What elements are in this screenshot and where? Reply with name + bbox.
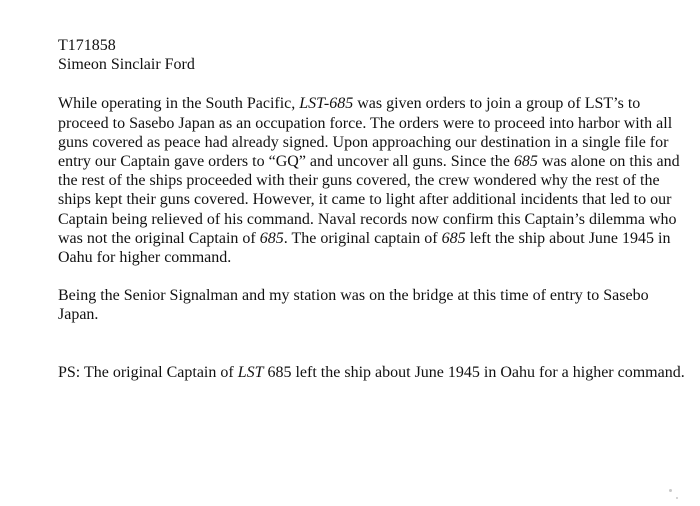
italic-text-run: LST bbox=[237, 363, 264, 381]
signalman-paragraph: Being the Senior Signalman and my station was on the bridge at this time of entry to Sasebo Japan. bbox=[58, 287, 649, 324]
italic-text-run: 685 bbox=[513, 153, 538, 171]
text-run: While operating in the South Pacific, bbox=[58, 95, 300, 113]
text-run: was given orders to join a group of LST’s to proceed to Sasebo Japan as an occupation force. The orders were to proceed into harbor with all guns covered as peace had already signed. Upon approaching our destination in a single file for entry our Captain gave orders to “GQ” and uncover all guns. Since the bbox=[58, 95, 673, 171]
postscript-paragraph bbox=[58, 363, 690, 382]
text-run: 685 left the ship about June 1945 in Oahu for a higher command. bbox=[263, 363, 685, 381]
italic-text-run: 685 bbox=[259, 229, 284, 247]
italic-text-run: LST-685 bbox=[299, 95, 354, 113]
text-run: was alone on this and the rest of the ships proceeded with their guns covered, the crew wondered why the rest of the ships kept their guns covered. However, it came to light after additional incidents that led to our Captain being relieved of his command. Naval records now confirm this Captain’s dilemma who was not the original Captain of bbox=[58, 153, 680, 247]
text-run: . The original captain of bbox=[283, 229, 442, 247]
text-run: left the ship about June 1945 in Oahu for higher command. bbox=[58, 229, 671, 267]
text-run: PS: The original Captain of bbox=[58, 363, 238, 381]
scan-speck bbox=[676, 497, 678, 499]
italic-text-run: 685 bbox=[441, 229, 466, 247]
scan-speck bbox=[669, 489, 672, 492]
document-id: T171858 bbox=[58, 37, 116, 54]
author-name: Simeon Sinclair Ford bbox=[58, 56, 195, 74]
document-body bbox=[58, 36, 690, 382]
main-paragraph bbox=[58, 94, 690, 267]
